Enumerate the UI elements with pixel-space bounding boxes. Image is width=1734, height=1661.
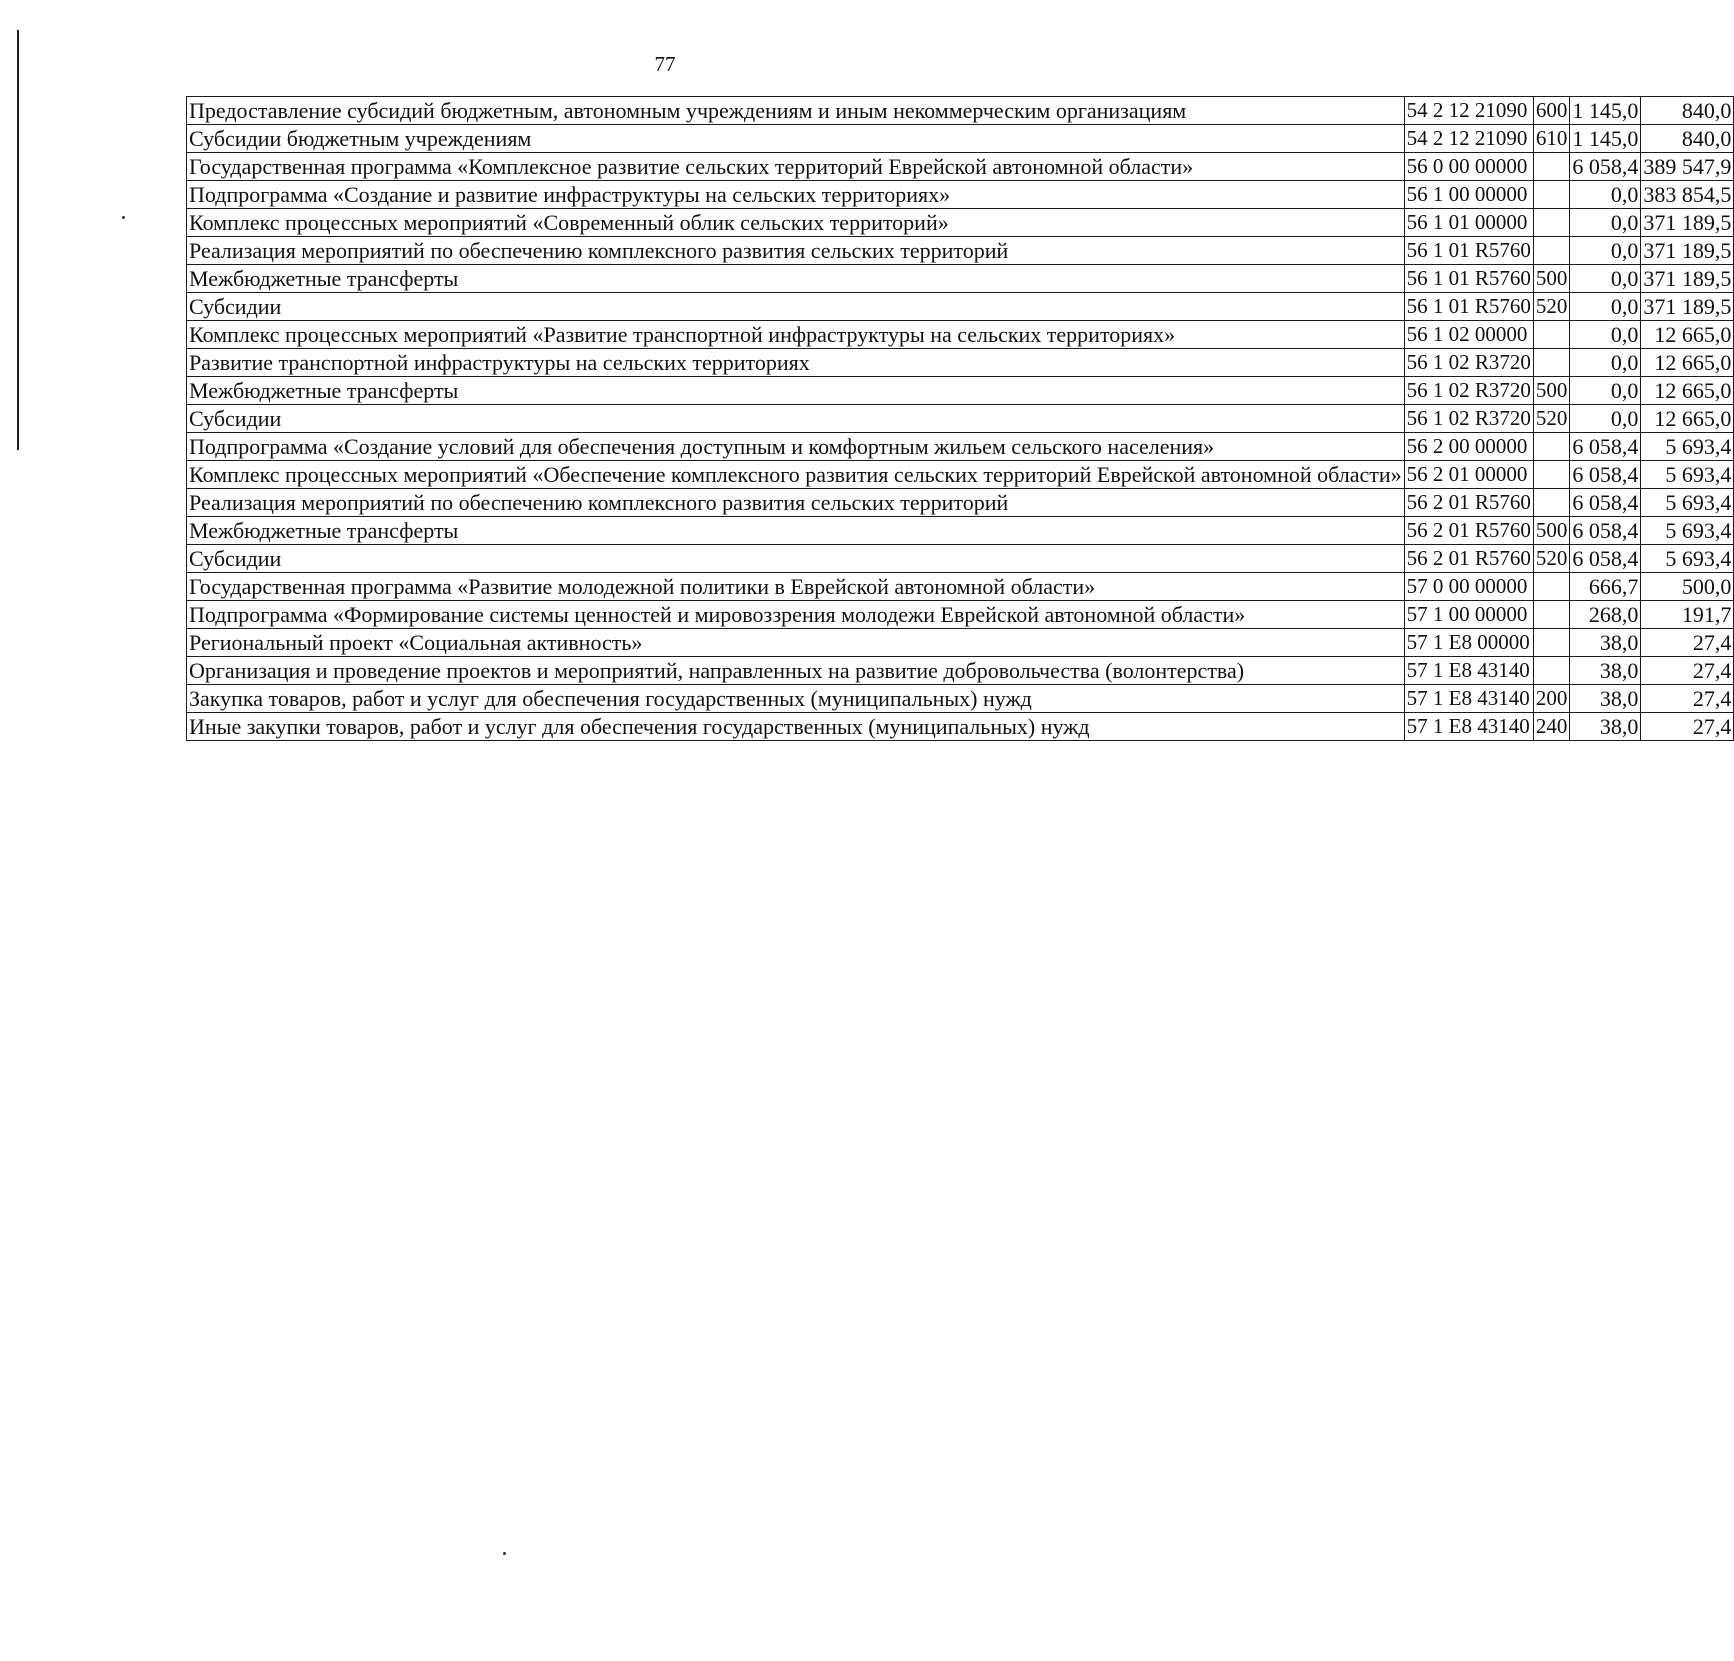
row-amount-year1-cell: 1 145,0 [1570, 125, 1641, 153]
row-code-cell: 56 1 02 R3720 [1404, 377, 1533, 405]
row-amount-year2-cell: 27,4 [1641, 685, 1734, 713]
row-code-cell: 56 2 01 R5760 [1404, 545, 1533, 573]
row-amount-year1-cell: 0,0 [1570, 237, 1641, 265]
row-amount-year1-cell: 38,0 [1570, 685, 1641, 713]
table-row [187, 433, 1734, 461]
row-code-cell: 56 1 01 R5760 [1404, 265, 1533, 293]
row-name-cell: Подпрограмма «Создание условий для обеспечения доступным и комфортным жильем сельского населения» [187, 433, 1405, 461]
table-row [187, 461, 1734, 489]
row-amount-year2-cell: 500,0 [1641, 573, 1734, 601]
row-amount-year2-cell: 840,0 [1641, 125, 1734, 153]
row-code-cell: 56 0 00 00000 [1404, 153, 1533, 181]
row-amount-year1-cell: 6 058,4 [1570, 545, 1641, 573]
table-row [187, 153, 1734, 181]
row-amount-year2-cell: 27,4 [1641, 657, 1734, 685]
row-amount-year1-cell: 0,0 [1570, 181, 1641, 209]
row-amount-year2-cell: 5 693,4 [1641, 489, 1734, 517]
row-code-cell: 56 1 01 R5760 [1404, 237, 1533, 265]
row-code-cell: 57 1 E8 43140 [1404, 713, 1533, 741]
row-amount-year2-cell: 27,4 [1641, 713, 1734, 741]
row-amount-year1-cell: 666,7 [1570, 573, 1641, 601]
row-expense-type-cell: 520 [1533, 293, 1570, 321]
row-amount-year1-cell: 38,0 [1570, 629, 1641, 657]
table-row [187, 377, 1734, 405]
row-amount-year2-cell: 12 665,0 [1641, 405, 1734, 433]
table-row [187, 321, 1734, 349]
row-expense-type-cell [1533, 209, 1570, 237]
row-amount-year2-cell: 371 189,5 [1641, 293, 1734, 321]
row-amount-year2-cell: 389 547,9 [1641, 153, 1734, 181]
row-amount-year1-cell: 0,0 [1570, 293, 1641, 321]
row-name-cell: Реализация мероприятий по обеспечению комплексного развития сельских территорий [187, 237, 1405, 265]
row-name-cell: Государственная программа «Развитие молодежной политики в Еврейской автономной области» [187, 573, 1405, 601]
row-name-cell: Субсидии [187, 545, 1405, 573]
row-amount-year2-cell: 840,0 [1641, 97, 1734, 125]
table-row [187, 237, 1734, 265]
row-expense-type-cell: 500 [1533, 517, 1570, 545]
row-amount-year1-cell: 0,0 [1570, 321, 1641, 349]
table-row [187, 209, 1734, 237]
row-name-cell: Субсидии [187, 405, 1405, 433]
budget-table [186, 96, 1734, 741]
row-amount-year1-cell: 0,0 [1570, 209, 1641, 237]
row-code-cell: 54 2 12 21090 [1404, 125, 1533, 153]
page-number: 77 [654, 52, 676, 76]
row-amount-year2-cell: 5 693,4 [1641, 433, 1734, 461]
row-name-cell: Развитие транспортной инфраструктуры на сельских территориях [187, 349, 1405, 377]
row-code-cell: 56 2 01 R5760 [1404, 489, 1533, 517]
row-name-cell: Комплекс процессных мероприятий «Обеспечение комплексного развития сельских территорий Еврейской автономной области» [187, 461, 1405, 489]
row-code-cell: 56 1 02 R3720 [1404, 405, 1533, 433]
row-name-cell: Региональный проект «Социальная активность» [187, 629, 1405, 657]
row-name-cell: Комплекс процессных мероприятий «Развитие транспортной инфраструктуры на сельских территориях» [187, 321, 1405, 349]
row-amount-year1-cell: 268,0 [1570, 601, 1641, 629]
row-name-cell: Иные закупки товаров, работ и услуг для обеспечения государственных (муниципальных) нужд [187, 713, 1405, 741]
row-amount-year2-cell: 371 189,5 [1641, 209, 1734, 237]
table-row [187, 349, 1734, 377]
scan-edge-line [17, 30, 19, 450]
row-name-cell: Межбюджетные трансферты [187, 377, 1405, 405]
row-name-cell: Закупка товаров, работ и услуг для обеспечения государственных (муниципальных) нужд [187, 685, 1405, 713]
row-expense-type-cell [1533, 489, 1570, 517]
row-name-cell: Субсидии [187, 293, 1405, 321]
row-expense-type-cell [1533, 657, 1570, 685]
row-name-cell: Реализация мероприятий по обеспечению комплексного развития сельских территорий [187, 489, 1405, 517]
row-amount-year1-cell: 6 058,4 [1570, 517, 1641, 545]
row-expense-type-cell [1533, 601, 1570, 629]
row-expense-type-cell: 610 [1533, 125, 1570, 153]
row-expense-type-cell [1533, 321, 1570, 349]
table-row [187, 293, 1734, 321]
row-amount-year1-cell: 38,0 [1570, 713, 1641, 741]
row-amount-year1-cell: 38,0 [1570, 657, 1641, 685]
table-row [187, 629, 1734, 657]
row-amount-year1-cell: 6 058,4 [1570, 153, 1641, 181]
row-name-cell: Межбюджетные трансферты [187, 517, 1405, 545]
row-expense-type-cell [1533, 181, 1570, 209]
row-code-cell: 56 1 01 00000 [1404, 209, 1533, 237]
row-expense-type-cell: 500 [1533, 377, 1570, 405]
table-row [187, 685, 1734, 713]
row-code-cell: 54 2 12 21090 [1404, 97, 1533, 125]
row-name-cell: Предоставление субсидий бюджетным, автономным учреждениям и иным некоммерческим организациям [187, 97, 1405, 125]
row-code-cell: 57 1 E8 00000 [1404, 629, 1533, 657]
row-code-cell: 57 1 E8 43140 [1404, 685, 1533, 713]
row-amount-year1-cell: 1 145,0 [1570, 97, 1641, 125]
row-expense-type-cell [1533, 237, 1570, 265]
row-amount-year2-cell: 12 665,0 [1641, 349, 1734, 377]
row-expense-type-cell: 520 [1533, 545, 1570, 573]
row-code-cell: 56 1 01 R5760 [1404, 293, 1533, 321]
row-amount-year2-cell: 383 854,5 [1641, 181, 1734, 209]
row-amount-year2-cell: 371 189,5 [1641, 237, 1734, 265]
row-code-cell: 56 2 00 00000 [1404, 433, 1533, 461]
row-code-cell: 56 1 00 00000 [1404, 181, 1533, 209]
row-amount-year2-cell: 27,4 [1641, 629, 1734, 657]
row-expense-type-cell: 600 [1533, 97, 1570, 125]
row-expense-type-cell [1533, 629, 1570, 657]
row-name-cell: Подпрограмма «Формирование системы ценностей и мировоззрения молодежи Еврейской автономной области» [187, 601, 1405, 629]
table-row [187, 573, 1734, 601]
table-row [187, 657, 1734, 685]
row-amount-year1-cell: 6 058,4 [1570, 489, 1641, 517]
row-expense-type-cell [1533, 573, 1570, 601]
row-code-cell: 57 1 00 00000 [1404, 601, 1533, 629]
row-code-cell: 56 1 02 R3720 [1404, 349, 1533, 377]
table-row [187, 713, 1734, 741]
row-amount-year2-cell: 12 665,0 [1641, 321, 1734, 349]
budget-table-body [187, 97, 1734, 741]
row-amount-year1-cell: 0,0 [1570, 377, 1641, 405]
row-name-cell: Организация и проведение проектов и мероприятий, направленных на развитие добровольчества (волонтерства) [187, 657, 1405, 685]
table-row [187, 517, 1734, 545]
row-amount-year2-cell: 5 693,4 [1641, 517, 1734, 545]
row-amount-year2-cell: 5 693,4 [1641, 545, 1734, 573]
row-amount-year1-cell: 0,0 [1570, 349, 1641, 377]
row-code-cell: 57 1 E8 43140 [1404, 657, 1533, 685]
row-expense-type-cell [1533, 461, 1570, 489]
row-expense-type-cell [1533, 433, 1570, 461]
row-expense-type-cell: 240 [1533, 713, 1570, 741]
table-row [187, 265, 1734, 293]
table-row [187, 489, 1734, 517]
row-expense-type-cell: 520 [1533, 405, 1570, 433]
table-row [187, 181, 1734, 209]
row-expense-type-cell: 500 [1533, 265, 1570, 293]
row-amount-year2-cell: 371 189,5 [1641, 265, 1734, 293]
row-code-cell: 56 2 01 00000 [1404, 461, 1533, 489]
row-expense-type-cell [1533, 153, 1570, 181]
row-amount-year1-cell: 0,0 [1570, 405, 1641, 433]
row-name-cell: Межбюджетные трансферты [187, 265, 1405, 293]
row-amount-year1-cell: 6 058,4 [1570, 433, 1641, 461]
row-name-cell: Комплекс процессных мероприятий «Современный облик сельских территорий» [187, 209, 1405, 237]
table-row [187, 601, 1734, 629]
row-amount-year2-cell: 12 665,0 [1641, 377, 1734, 405]
row-code-cell: 56 2 01 R5760 [1404, 517, 1533, 545]
row-name-cell: Подпрограмма «Создание и развитие инфраструктуры на сельских территориях» [187, 181, 1405, 209]
table-row [187, 97, 1734, 125]
row-amount-year1-cell: 6 058,4 [1570, 461, 1641, 489]
table-row [187, 405, 1734, 433]
row-name-cell: Субсидии бюджетным учреждениям [187, 125, 1405, 153]
row-code-cell: 57 0 00 00000 [1404, 573, 1533, 601]
scan-speck [503, 1552, 506, 1555]
scan-speck [122, 216, 125, 219]
row-name-cell: Государственная программа «Комплексное развитие сельских территорий Еврейской автономной области» [187, 153, 1405, 181]
row-expense-type-cell [1533, 349, 1570, 377]
table-row [187, 125, 1734, 153]
row-amount-year2-cell: 5 693,4 [1641, 461, 1734, 489]
table-row [187, 545, 1734, 573]
row-amount-year2-cell: 191,7 [1641, 601, 1734, 629]
row-amount-year1-cell: 0,0 [1570, 265, 1641, 293]
row-code-cell: 56 1 02 00000 [1404, 321, 1533, 349]
row-expense-type-cell: 200 [1533, 685, 1570, 713]
